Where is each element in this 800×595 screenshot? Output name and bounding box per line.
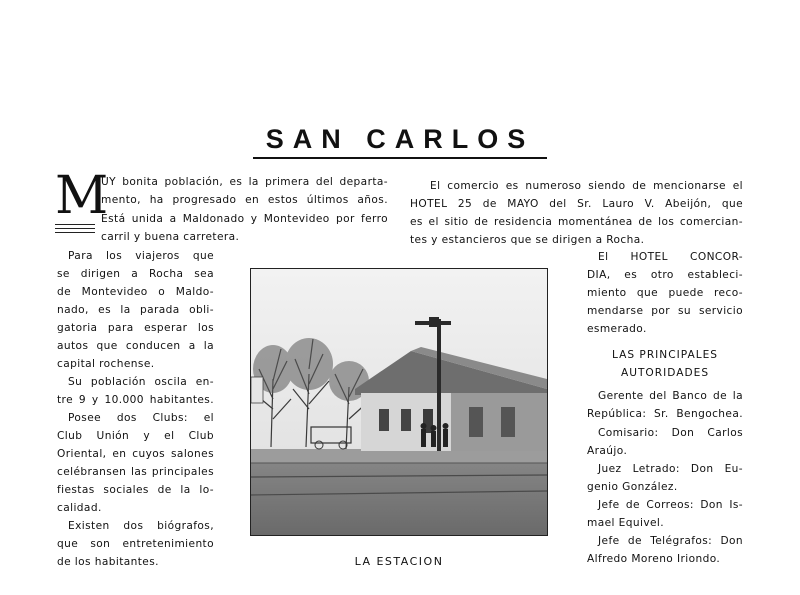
right-col-line: DIA, es otro estableci- xyxy=(587,269,743,281)
left-col-line: autos que conducen a la xyxy=(57,340,214,352)
left-col-line: de los habitantes. xyxy=(57,556,159,568)
authority-line: Araújo. xyxy=(587,445,628,457)
left-col-line: Oriental, en cuyos salones xyxy=(57,448,214,460)
drop-cap-rule xyxy=(55,224,95,225)
right-top-line: tes y estancieros que se dirigen a Rocha. xyxy=(410,234,645,246)
left-col-line: tre 9 y 10.000 habitantes. xyxy=(57,394,214,406)
left-col-line: que son entretenimiento xyxy=(57,538,214,550)
drop-cap-rule xyxy=(55,232,95,233)
right-col-line: mendarse por su servicio xyxy=(587,305,743,317)
right-col-line: miento que puede reco- xyxy=(587,287,743,299)
drop-cap: M xyxy=(55,166,109,226)
intro-line: carril y buena carretera. xyxy=(101,231,240,243)
authority-line: Alfredo Moreno Iriondo. xyxy=(587,553,721,565)
intro-line: UY bonita población, es la primera del departa- xyxy=(101,176,388,188)
left-col-line: fiestas sociales de la lo- xyxy=(57,484,214,496)
intro-line: Está unida a Maldonado y Montevideo por ferro xyxy=(101,213,388,225)
left-col-line: calidad. xyxy=(57,502,102,514)
left-col-line: Posee dos Clubs: el xyxy=(68,412,214,424)
left-col-line: Su población oscila en- xyxy=(68,376,214,388)
authority-line: mael Equivel. xyxy=(587,517,665,529)
authority-line: Comisario: Don Carlos xyxy=(598,427,743,439)
right-col-line: esmerado. xyxy=(587,323,647,335)
authority-line: República: Sr. Bengochea. xyxy=(587,408,743,420)
page-title: SAN CARLOS xyxy=(265,124,535,154)
left-col-line: se dirigen a Rocha sea xyxy=(57,268,214,280)
authority-line: Juez Letrado: Don Eu- xyxy=(598,463,743,475)
authorities-heading: AUTORIDADES xyxy=(620,367,710,379)
photo-caption: LA ESTACION xyxy=(354,555,444,568)
right-top-line: HOTEL 25 de MAYO del Sr. Lauro V. Abeijón, que xyxy=(410,198,743,210)
station-photo-illustration xyxy=(251,269,547,535)
left-col-line: gatoria para esperar los xyxy=(57,322,214,334)
authorities-heading: LAS PRINCIPALES xyxy=(611,349,719,361)
authority-line: genio González. xyxy=(587,481,678,493)
intro-line: mento, ha progresado en estos últimos años. xyxy=(101,194,388,206)
left-col-line: Para los viajeros que xyxy=(68,250,214,262)
right-top-line: es el sitio de residencia momentánea de los comercian- xyxy=(410,216,743,228)
authority-line: Gerente del Banco de la xyxy=(598,390,743,402)
left-col-line: de Montevideo o Maldo- xyxy=(57,286,214,298)
left-col-line: celébransen las principales xyxy=(57,466,214,478)
left-col-line: Club Unión y el Club xyxy=(57,430,214,442)
left-col-line: Existen dos biógrafos, xyxy=(68,520,214,532)
left-col-line: capital rochense. xyxy=(57,358,155,370)
right-col-line: El HOTEL CONCOR- xyxy=(598,251,743,263)
drop-cap-rule xyxy=(55,228,95,229)
right-top-line: El comercio es numeroso siendo de mencionarse el xyxy=(430,180,743,192)
authority-line: Jefe de Correos: Don Is- xyxy=(598,499,743,511)
station-photo xyxy=(250,268,548,536)
authority-line: Jefe de Telégrafos: Don xyxy=(598,535,743,547)
left-col-line: nado, es la parada obli- xyxy=(57,304,214,316)
title-underline xyxy=(253,157,547,159)
